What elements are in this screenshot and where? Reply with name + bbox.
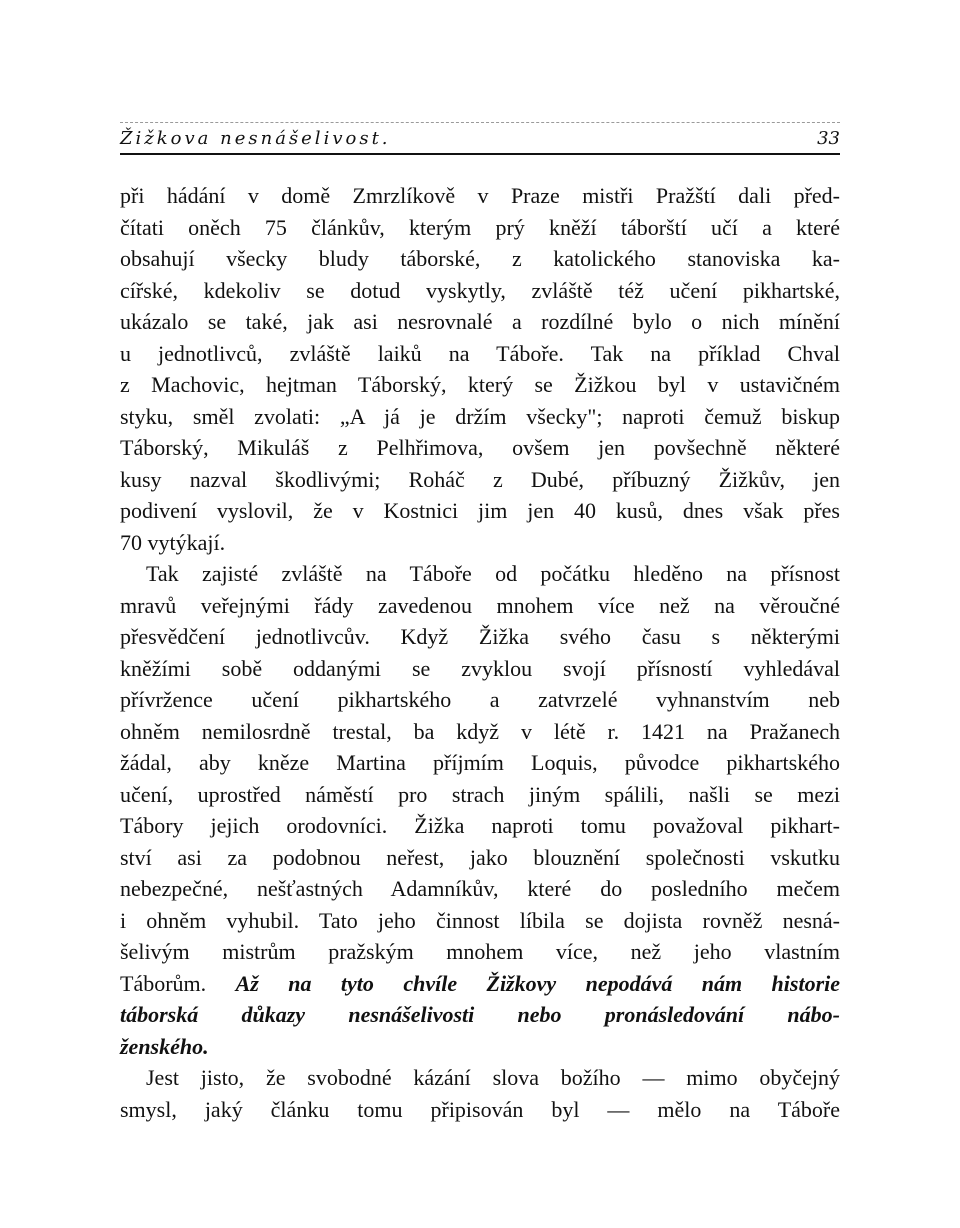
text-line: podivení vyslovil, že v Kostnici jim jen 40 kusů, dnes však přes — [120, 498, 840, 523]
text-line: učení, uprostřed náměstí pro strach jiným spálili, našli se mezi — [120, 781, 840, 807]
text-line: přesvědčení jednotlivcův. Když Žižka svého času s některými — [120, 624, 840, 649]
text-line: i ohněm vyhubil. Tato jeho činnost líbila se dojista rovněž nesná- — [120, 907, 840, 933]
text-line: Táborský, Mikuláš z Pelhřimova, ovšem jen povšechně některé — [120, 435, 840, 460]
text-line: přívržence učení pikhartského a zatvrzelé vyhnanstvím neb — [120, 687, 840, 712]
text-line: Tak zajisté zvláště na Táboře od počátku hleděno na přísnost — [146, 561, 840, 586]
text-line: z Machovic, hejtman Táborský, který se Žižkou byl v ustavičném — [120, 372, 840, 397]
body-text — [120, 180, 840, 1125]
text-line — [120, 968, 840, 1000]
text-line: smysl, jaký článku tomu připisován byl — mělo na Táboře — [120, 1096, 840, 1122]
running-head — [120, 122, 840, 152]
text-line: styku, směl zvolati: „A já je držím všecky"; naproti čemuž biskup — [120, 403, 840, 429]
text-line: čítati oněch 75 článkův, kterým prý kněží táborští učí a které — [120, 214, 840, 240]
page-number: 33 — [817, 128, 840, 149]
text-line: u jednotlivců, zvláště laiků na Táboře. Tak na příklad Chval — [120, 340, 840, 366]
text-line: Tábory jejich orodovníci. Žižka naproti tomu považoval pikhart- — [120, 813, 840, 838]
text-line: Jest jisto, že svobodné kázání slova božího — mimo obyčejný — [146, 1065, 840, 1090]
text-fragment: Táborům. — [120, 970, 207, 996]
text-line: cířské, kdekoliv se dotud vyskytly, zvláště též učení pikhartské, — [120, 277, 840, 303]
text-line: nebezpečné, nešťastných Adamníkův, které do posledního mečem — [120, 876, 840, 901]
text-line: kněžími sobě oddanými se zvyklou svojí přísností vyhledával — [120, 655, 840, 681]
text-line: šelivým mistrům pražským mnohem více, než jeho vlastním — [120, 939, 840, 964]
text-line: ohněm nemilosrdně trestal, ba když v létě r. 1421 na Pražanech — [120, 718, 840, 744]
text-line: mravů veřejnými řády zavedenou mnohem více než na věroučné — [120, 592, 840, 618]
running-title: Žižkova nesnášelivost. — [120, 128, 391, 149]
emphasized-text: Až na tyto chvíle Žižkovy nepodává nám historie — [235, 970, 841, 996]
text-line: kusy nazval škodlivými; Roháč z Dubé, příbuzný Žižkův, jen — [120, 466, 840, 492]
header-rule — [120, 153, 840, 155]
text-line: při hádání v domě Zmrzlíkově v Praze mistři Pražští dali před- — [120, 183, 840, 208]
text-line: ukázalo se také, jak asi nesrovnalé a rozdílné bylo o nich mínění — [120, 309, 840, 334]
text-line: obsahují všecky bludy táborské, z katolického stanoviska ka- — [120, 246, 840, 271]
text-line: 70 vytýkají. — [120, 529, 226, 555]
text-line: žádal, aby kněze Martina příjmím Loquis, původce pikhartského — [120, 750, 840, 775]
emphasized-line: ženského. — [120, 1033, 209, 1059]
emphasized-line: táborská důkazy nesnášelivosti nebo pronásledování nábo- — [120, 1002, 840, 1027]
text-line: ství asi za podobnou neřest, jako blouznění společnosti vskutku — [120, 844, 840, 870]
header-dashed-rule — [120, 122, 840, 123]
